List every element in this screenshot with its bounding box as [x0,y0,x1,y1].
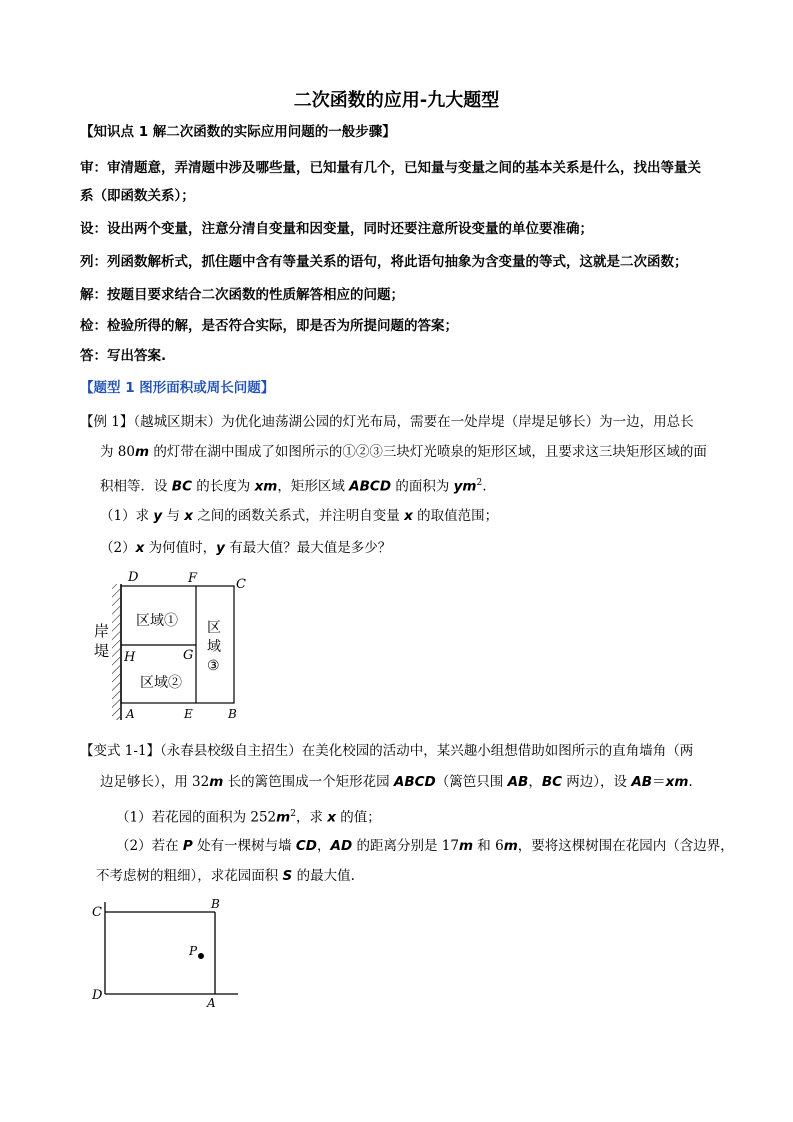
label-p: P [189,944,198,958]
tree-point [198,953,204,959]
math-var: xm [665,774,689,790]
text: 两边），设 [562,774,632,790]
text: 有最大值？最大值是多少？ [224,540,392,556]
variant1-line2 [100,772,693,792]
label-c: C [236,577,246,592]
superscript: 2 [476,478,483,488]
text: 和 6 [473,838,504,854]
variant1-figure [88,894,248,1014]
text: （篱笆只围 [435,774,508,790]
example1-line1 [80,412,694,432]
math-var: m [134,444,150,460]
superscript: 2 [290,809,296,819]
text: ，矩形区域 [277,478,350,495]
label-b: B [211,897,220,911]
example1-line3 [100,473,487,497]
math-var: AB [631,774,653,790]
math-var: AB [507,774,529,790]
label-c: C [92,905,102,920]
text: 的长度为 [192,478,255,495]
bank-label-2: 堤 [94,642,110,660]
bank-label-1: 岸 [94,622,110,640]
text: 的最大值. [292,868,355,884]
math-var: S [282,868,293,884]
math-var: y [153,508,163,524]
text: 的值； [335,809,381,826]
text: 的灯带在湖中围成了如图所示的①②③三块灯光喷泉的矩形区域，且要求这三块矩形区域的面 [149,444,707,460]
step-set: 设：设出两个变量，注意分清自变量和因变量，同时还要注意所设变量的单位要准确； [80,221,593,237]
region3-label-2: 域 [207,639,221,655]
math-var: x [135,540,145,556]
label-a: A [126,707,135,721]
label-b: B [228,707,237,721]
text: ， [528,774,542,790]
text: （2）若在 [116,838,183,854]
label-a: A [207,996,216,1010]
step-solve: 解：按题目要求结合二次函数的性质解答相应的问题； [80,287,404,303]
knowledge-heading: 【知识点 1 解二次函数的实际应用问题的一般步骤】 [80,124,396,140]
variant1-line1 [80,741,693,761]
text: 积相等．设 [100,478,172,495]
text: 的距离分别是 17 [352,838,459,854]
step-check: 检：检验所得的解，是否符合实际，即是否为所提问题的答案； [80,318,458,334]
math-var: x [327,809,336,826]
math-var: x [404,508,413,524]
text: 为 80 [100,444,135,460]
text: （2） [100,540,136,556]
example1-line1-text: 【例 1】（越城区期末）为优化迪荡湖公园的灯光布局，需要在一处岸堤（岸堤足够长）为一边，用总长 [80,414,694,430]
text: 之间的函数关系式，并注明自变量 [193,508,405,524]
math-var: ABCD [393,774,436,790]
example1-line2 [100,442,707,462]
text: 为何值时， [144,540,217,556]
step-answer: 答：写出答案. [80,348,167,364]
label-f: F [188,571,198,586]
math-var: P [182,838,193,854]
text: 边足够长），用 32 [100,774,210,790]
math-var: BC [171,478,192,495]
region3-label-1: 区 [207,620,221,636]
page-title: 二次函数的应用-九大题型 [293,90,500,111]
example1-question2 [100,538,391,558]
step-review: 审：审清题意，弄清题中涉及哪些量，已知量有几个，已知量与变量之间的基本关系是什么，找出等量关 [80,160,701,176]
text: 长的篱笆围成一个矩形花园 [223,774,394,790]
text: 不考虑树的粗细），求花园面积 [96,868,283,884]
math-var: m [276,809,291,826]
example1-figure [90,568,260,726]
variant1-question1 [116,804,381,828]
label-d: D [128,570,139,585]
math-var: y [216,540,225,556]
math-var: m [458,838,474,854]
math-var: m [503,838,518,854]
text: （1）求 [100,508,154,524]
region1-label: 区域① [136,613,178,629]
bank-hatch [112,584,120,720]
math-var: m [209,774,224,790]
math-var: BC [541,774,563,790]
text: 的取值范围； [412,508,499,524]
variant1-question2 [116,836,734,856]
text: . [688,774,693,790]
type1-heading: 【题型 1 图形面积或周长问题】 [80,380,275,396]
math-var: x [184,508,194,524]
text: ，要将这棵树围在花园内（含边界， [517,838,734,854]
text: . [482,478,487,495]
step-list: 列：列函数解析式，抓住题中含有等量关系的语句，将此语句抽象为含变量的等式，这就是二次函数； [80,254,688,270]
text: 的面积为 [391,478,454,495]
region3-label-3: ③ [207,658,220,674]
math-var: xm [254,478,278,495]
text: ，求 [295,809,328,826]
region2-label: 区域② [140,675,182,691]
text: 与 [162,508,185,524]
text: ＝ [652,774,666,790]
label-e: E [184,707,193,721]
label-d: D [92,988,103,1003]
text: （1）若花园的面积为 252 [116,809,277,826]
label-h: H [124,650,136,665]
step-review-continued: 系（即函数关系）； [80,188,195,204]
text: 处有一棵树与墙 [192,838,296,854]
text: ， [317,838,331,854]
math-var: AD [330,838,353,854]
label-g: G [183,648,194,663]
example1-question1 [100,506,498,526]
text: 【变式 1-1】（永春县校级自主招生）在美化校园的活动中，某兴趣小组想借助如图所示的直角墙角（两 [80,743,694,759]
variant1-question2-continued [96,866,355,886]
math-var: ABCD [349,478,392,495]
math-var: CD [295,838,318,854]
math-var: ym [453,478,477,495]
